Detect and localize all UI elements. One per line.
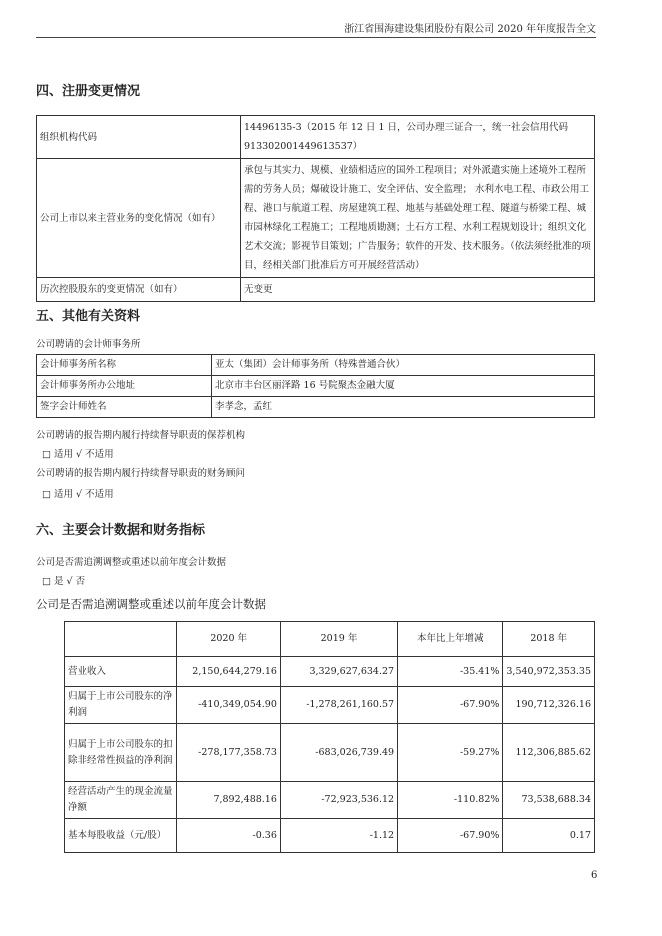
restate-options: □ 是 √ 否 xyxy=(42,576,86,587)
financial-table xyxy=(64,621,595,853)
cell: -1,278,261,160.57 xyxy=(280,687,397,724)
header-divider xyxy=(36,37,596,38)
header-cell xyxy=(65,622,177,657)
cell: 0.17 xyxy=(503,819,595,853)
restate-question-2: 公司是否需追溯调整或重述以前年度会计数据 xyxy=(36,597,266,611)
row-label: 归属于上市公司股东的扣除非经常性损益的净利润 xyxy=(65,724,177,782)
cell-label: 会计师事务所名称 xyxy=(37,355,212,376)
cell: -683,026,739.49 xyxy=(280,724,397,782)
table-row xyxy=(65,657,595,687)
table-row xyxy=(65,782,595,819)
cell-value: 李孝念，孟红 xyxy=(212,397,595,418)
cell: 7,892,488.16 xyxy=(177,782,280,819)
sponsor-options: □ 适用 √ 不适用 xyxy=(42,449,114,460)
header-cell: 2018 年 xyxy=(503,622,595,657)
cell: -110.82% xyxy=(398,782,503,819)
registration-table xyxy=(36,115,595,302)
sponsor-line: 公司聘请的报告期内履行持续督导职责的保荐机构 xyxy=(36,430,246,441)
cell: -0.36 xyxy=(177,819,280,853)
header-cell: 本年比上年增减 xyxy=(398,622,503,657)
cell-label: 组织机构代码 xyxy=(37,116,241,159)
cell: 73,538,688.34 xyxy=(503,782,595,819)
cell-value: 14496135-3（2015 年 12 日 1 日，公司办理三证合一，统一社会信用代码913302001449613537） xyxy=(241,116,595,159)
page-header: 浙江省围海建设集团股份有限公司 2020 年年度报告全文 xyxy=(344,24,596,35)
cell-value: 承包与其实力、规模、业绩相适应的国外工程项目；对外派遣实施上述境外工程所需的劳务人员；爆破设计施工、安全评估、安全监理； 水利水电工程、市政公用工程、港口与航道工程、房屋建筑工程、地基与基础处理工程、隧道与桥梁工程、城市园林绿化工程施工；工程地质勘测；土石方工程、水利工程规划设计；组织文化艺术交流；影视节目策划；广告服务；软件的开发、技术服务。（依法须经批准的项目，经相关部门批准后方可开展经营活动） xyxy=(241,159,595,278)
cell: -35.41% xyxy=(398,657,503,687)
row-label: 经营活动产生的现金流量净额 xyxy=(65,782,177,819)
cell: -278,177,358.73 xyxy=(177,724,280,782)
table-row xyxy=(65,687,595,724)
page-number: 6 xyxy=(591,870,598,881)
advisor-options: □ 适用 √ 不适用 xyxy=(42,489,114,500)
cell: -59.27% xyxy=(398,724,503,782)
section-4-title: 四、注册变更情况 xyxy=(36,84,141,99)
cell: 2,150,644,279.16 xyxy=(177,657,280,687)
cell-label: 公司上市以来主营业务的变化情况（如有） xyxy=(37,159,241,278)
restate-question: 公司是否需追溯调整或重述以前年度会计数据 xyxy=(36,557,227,568)
table-row xyxy=(65,819,595,853)
cell-value: 无变更 xyxy=(241,278,595,302)
auditor-table xyxy=(36,354,595,418)
cell: -410,349,054.90 xyxy=(177,687,280,724)
cell: -67.90% xyxy=(398,819,503,853)
advisor-line: 公司聘请的报告期内履行持续督导职责的财务顾问 xyxy=(36,468,246,479)
table-row xyxy=(65,724,595,782)
header-cell: 2019 年 xyxy=(280,622,397,657)
row-label: 营业收入 xyxy=(65,657,177,687)
cell: -1.12 xyxy=(280,819,397,853)
row-label: 归属于上市公司股东的净利润 xyxy=(65,687,177,724)
cell-value: 北京市丰台区丽泽路 16 号院聚杰金融大厦 xyxy=(212,376,595,397)
header-cell: 2020 年 xyxy=(177,622,280,657)
cell: 3,540,972,353.35 xyxy=(503,657,595,687)
cell-label: 会计师事务所办公地址 xyxy=(37,376,212,397)
section-6-title: 六、主要会计数据和财务指标 xyxy=(36,523,206,538)
cell: 190,712,326.16 xyxy=(503,687,595,724)
row-label: 基本每股收益（元/股） xyxy=(65,819,177,853)
cell-label: 历次控股股东的变更情况（如有） xyxy=(37,278,241,302)
cell: 112,306,885.62 xyxy=(503,724,595,782)
cell: -67.90% xyxy=(398,687,503,724)
cell: -72,923,536.12 xyxy=(280,782,397,819)
section-5-title: 五、其他有关资料 xyxy=(36,309,141,324)
cell-value: 亚太（集团）会计师事务所（特殊普通合伙） xyxy=(212,355,595,376)
cell: 3,329,627,634.27 xyxy=(280,657,397,687)
cell-label: 签字会计师姓名 xyxy=(37,397,212,418)
auditor-intro: 公司聘请的会计师事务所 xyxy=(36,339,141,350)
